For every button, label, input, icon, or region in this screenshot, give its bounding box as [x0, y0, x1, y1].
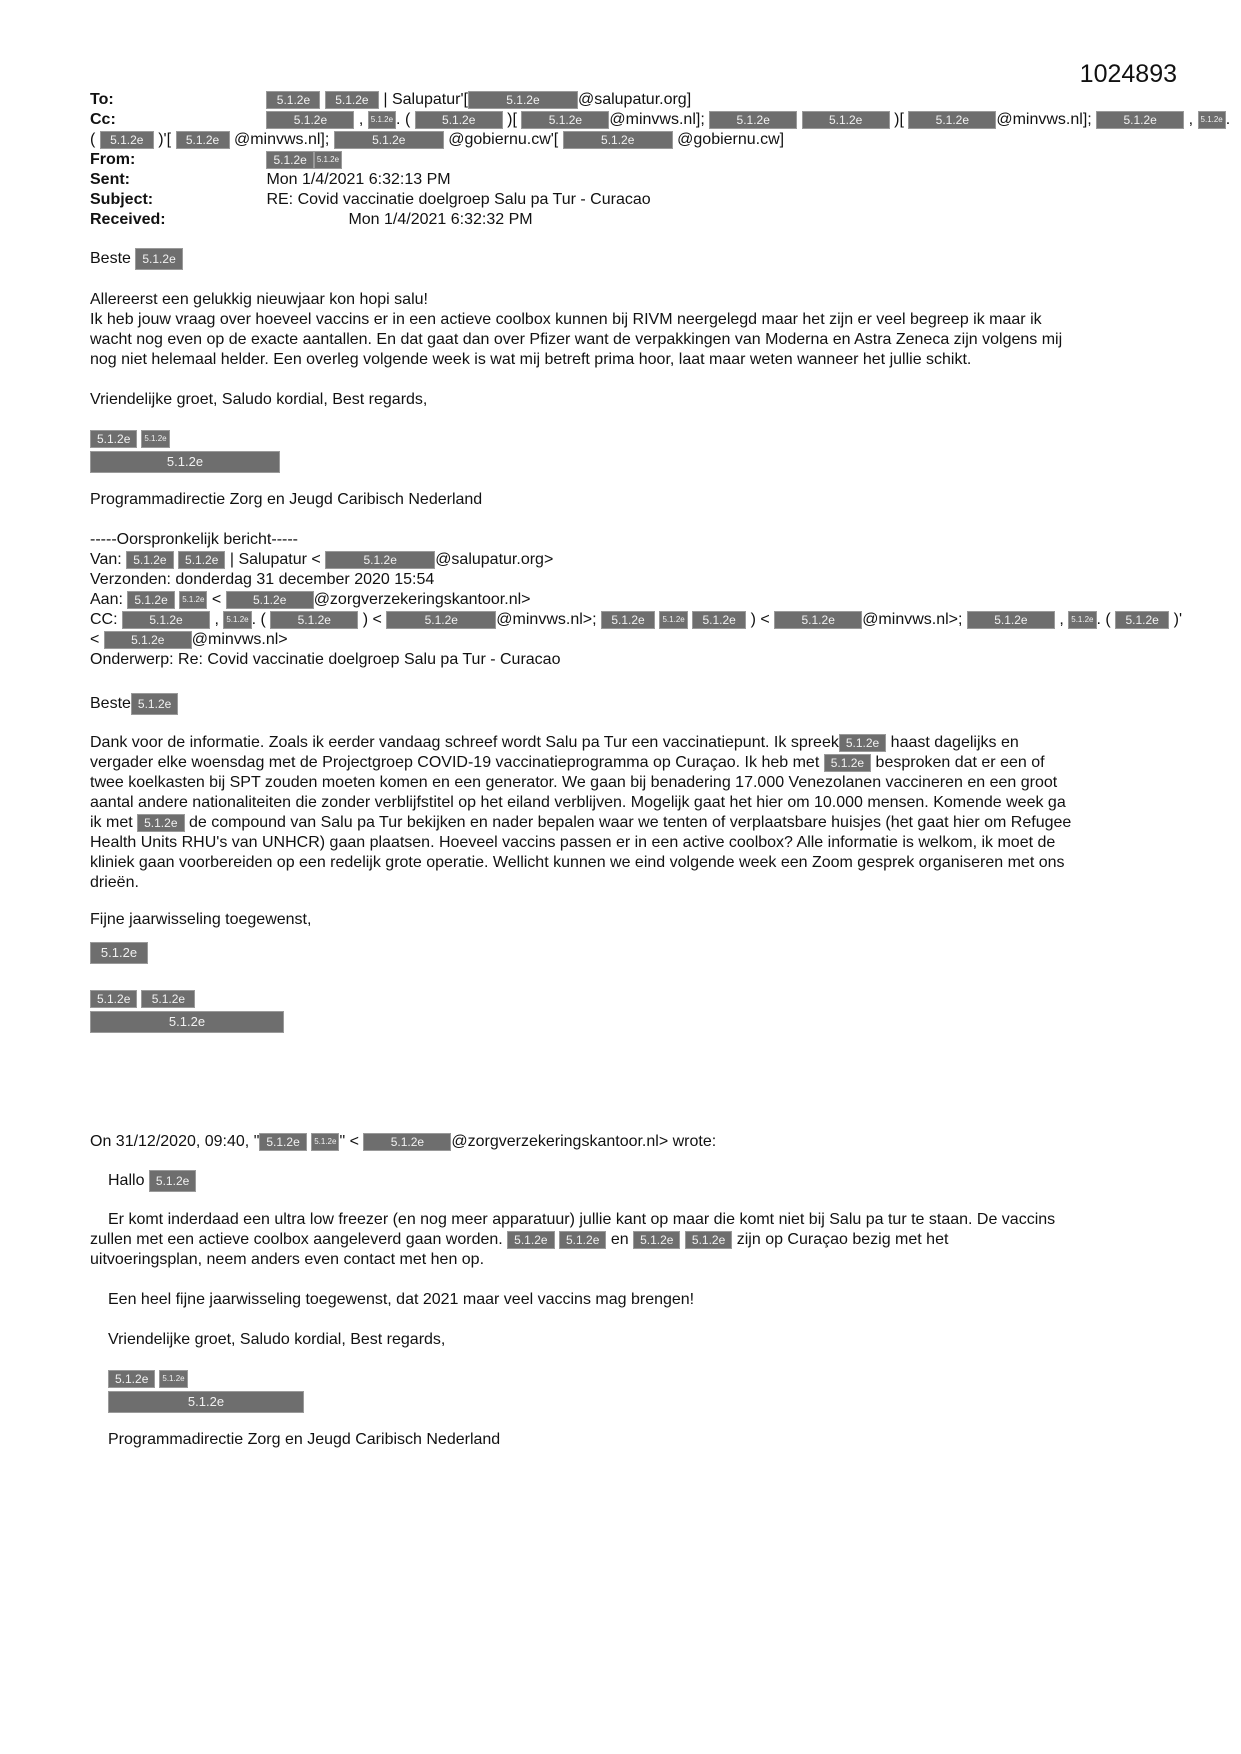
van-text: | Salupatur <: [229, 551, 321, 568]
redaction: 5.1.2e: [90, 990, 137, 1008]
paragraph-line: zijn op Curaçao bezig met het: [736, 1231, 949, 1248]
van-label: Van:: [90, 551, 122, 568]
redaction: 5.1.2e: [141, 990, 195, 1008]
paragraph-line: besproken dat er een of: [875, 754, 1045, 771]
from-label: From:: [90, 151, 136, 168]
redaction: 5.1.2e: [1068, 611, 1096, 629]
quote-intro: On 31/12/2020, 09:40, ": [90, 1133, 260, 1150]
original-greeting: [90, 693, 1165, 715]
paragraph-line: Dank voor de informatie. Zoals ik eerder vandaag schreef wordt Salu pa Tur een vaccinatiepunt. Ik spreek: [90, 734, 839, 751]
received-row: [90, 210, 1170, 230]
cc-gobiernu: @gobiernu.cw]: [677, 131, 785, 148]
cc-line: CC: 5.1.2e , 5.1.2e . ( 5.1.2e ) < 5.1.2e @minvws.nl>; 5.1.2e 5.1.2e 5.1.2e ) < 5.1.2e @minvws.nl>; 5.1.2e , 5.1.2e . ( 5.1.2e )': [90, 611, 1182, 628]
redaction: 5.1.2e: [311, 1133, 339, 1151]
redaction: 5.1.2e: [334, 131, 444, 149]
redaction: 5.1.2e: [368, 111, 396, 129]
cc-row-cont: ( 5.1.2e )'[ 5.1.2e @minvws.nl]; 5.1.2e @gobiernu.cw'[ 5.1.2e @gobiernu.cw]: [90, 131, 785, 148]
message-body: [90, 290, 1165, 370]
quoted-organization: Programmadirectie Zorg en Jeugd Caribisch Nederland: [108, 1431, 501, 1448]
separator: -----Oorspronkelijk bericht-----: [90, 531, 299, 548]
from-row: [90, 150, 1170, 170]
redaction: 5.1.2e: [266, 111, 354, 129]
redaction: 5.1.2e: [266, 91, 320, 109]
paragraph-line: Er komt inderdaad een ultra low freezer (en nog meer apparatuur) jullie kant op maar die komt niet bij Salu pa tur te staan. De vaccins: [108, 1211, 1056, 1228]
redaction: 5.1.2e: [325, 551, 435, 569]
redaction: 5.1.2e: [908, 111, 996, 129]
subject-label: Subject:: [90, 191, 154, 208]
redaction: 5.1.2e: [601, 611, 655, 629]
signature-block: [90, 990, 284, 1037]
paragraph-line: ik met: [90, 814, 133, 831]
aan-domain: @zorgverzekeringskantoor.nl>: [313, 591, 531, 608]
redaction: 5.1.2e: [415, 111, 503, 129]
redaction: 5.1.2e: [563, 131, 673, 149]
cc-minvws: @minvws.nl];: [233, 131, 330, 148]
redaction: 5.1.2e: [967, 611, 1055, 629]
paragraph-line: kliniek gaan voorbereiden op een redelijk grote operatie. Wellicht kunnen we eind volgende week een Zoom gesprek organiseren met ons: [90, 854, 1065, 871]
paragraph-line: drieën.: [90, 874, 139, 891]
redaction: 5.1.2e: [692, 611, 746, 629]
cc-minvws: @minvws.nl>;: [862, 611, 963, 628]
paragraph-line: en: [610, 1231, 629, 1248]
paragraph-line: twee koelkasten bij SPT zouden moeten komen en een generator. We gaan bij benadering 17.000 Venezolanen vaccineren en een groot: [90, 774, 1058, 791]
quoted-greeting: [108, 1170, 1163, 1192]
redaction: 5.1.2e: [90, 1011, 284, 1033]
aan-label: Aan:: [90, 591, 123, 608]
redaction: 5.1.2e: [1198, 111, 1226, 129]
document-number: 1024893: [1079, 60, 1177, 88]
paragraph-line: nog niet helemaal helder. Een overleg volgende week is wat mij betreft prima hoor, laat maar weten wanneer het jullie schikt.: [90, 351, 972, 368]
closing: Fijne jaarwisseling toegewenst,: [90, 911, 312, 928]
paragraph-line: de compound van Salu pa Tur bekijken en nader bepalen waar we tenten of verplaatsbare huisjes (het gaat hier om Refugee: [188, 814, 1072, 831]
redaction: 5.1.2e: [226, 591, 314, 609]
redaction: 5.1.2e: [468, 91, 578, 109]
redaction: 5.1.2e: [386, 611, 496, 629]
original-message-header: [90, 530, 1182, 670]
received-value: Mon 1/4/2021 6:32:32 PM: [348, 211, 533, 228]
cc-minvws: @minvws.nl];: [609, 111, 705, 128]
cc-label: CC:: [90, 611, 118, 628]
redaction: 5.1.2e: [1096, 111, 1184, 129]
email-header: [90, 90, 1231, 230]
redaction: 5.1.2e: [824, 754, 871, 772]
cc-minvws: @minvws.nl>: [191, 631, 288, 648]
sent-label: Sent:: [90, 171, 130, 188]
quote-intro: @zorgverzekeringskantoor.nl> wrote:: [451, 1133, 717, 1150]
to-row: [90, 90, 1170, 110]
redaction: 5.1.2e: [90, 451, 280, 473]
redaction: 5.1.2e: [266, 151, 313, 169]
redaction: 5.1.2e: [122, 611, 210, 629]
quoted-wish: Een heel fijne jaarwisseling toegewenst, dat 2021 maar veel vaccins mag brengen!: [108, 1291, 695, 1308]
signature-block: [90, 430, 280, 477]
paragraph-line: zullen met een actieve coolbox aangeleverd gaan worden.: [90, 1231, 503, 1248]
redaction: 5.1.2e: [709, 111, 797, 129]
redaction: 5.1.2e: [131, 693, 178, 715]
cc-label: Cc:: [90, 111, 116, 128]
greeting-word: Hallo: [108, 1172, 145, 1190]
redaction: 5.1.2e: [127, 591, 174, 609]
redaction: 5.1.2e: [559, 1231, 606, 1249]
quoted-header: [90, 1132, 1165, 1152]
redaction: 5.1.2e: [363, 1133, 451, 1151]
received-label: Received:: [90, 211, 166, 228]
redaction: 5.1.2e: [178, 551, 225, 569]
redaction: 5.1.2e: [314, 151, 342, 169]
onderwerp-line: Onderwerp: Re: Covid vaccinatie doelgroep Salu pa Tur - Curacao: [90, 651, 561, 668]
original-body: [90, 733, 1165, 893]
quoted-closing: Vriendelijke groet, Saludo kordial, Best regards,: [108, 1331, 446, 1348]
verzonden-line: Verzonden: donderdag 31 december 2020 15:54: [90, 571, 435, 588]
redaction: 5.1.2e: [259, 1133, 306, 1151]
paragraph-line: wacht nog even op de exacte aantallen. En dat gaat dan over Pfizer want de verpakkingen van Moderna en Astra Zeneca zijn volgens mij: [90, 331, 1063, 348]
redaction: 5.1.2e: [135, 248, 182, 270]
redaction: 5.1.2e: [141, 430, 169, 448]
quote-intro: " <: [339, 1133, 359, 1150]
redaction: 5.1.2e: [126, 551, 173, 569]
redaction: 5.1.2e: [100, 131, 154, 149]
sent-value: Mon 1/4/2021 6:32:13 PM: [266, 171, 451, 188]
greeting: [90, 248, 1165, 270]
redaction: 5.1.2e: [223, 611, 251, 629]
van-line: [90, 550, 1165, 570]
closing: Vriendelijke groet, Saludo kordial, Best regards,: [90, 391, 428, 408]
van-domain: @salupatur.org>: [435, 551, 554, 568]
aan-line: Aan: 5.1.2e 5.1.2e < 5.1.2e @zorgverzekeringskantoor.nl>: [90, 591, 531, 608]
paragraph-line: Allereerst een gelukkig nieuwjaar kon hopi salu!: [90, 291, 428, 308]
cc-minvws: @minvws.nl>;: [496, 611, 597, 628]
paragraph-line: aantal andere nationaliteiten die zonder verblijfstitel op het eiland verblijven. Mogelijk gaat het hier om 10.000 mensen. Komende week ga: [90, 794, 1066, 811]
cc-line-cont: < 5.1.2e @minvws.nl>: [90, 631, 288, 648]
redaction: 5.1.2e: [521, 111, 609, 129]
sent-row: [90, 170, 1170, 190]
redaction: 5.1.2e: [270, 611, 358, 629]
paragraph-line: Health Units RHU's van UNHCR) gaan plaatsen. Hoeveel vaccins passen er in een active coolbox? Alle informatie is welkom, ik moet de: [90, 834, 1056, 851]
redaction: 5.1.2e: [325, 91, 379, 109]
redaction: 5.1.2e: [802, 111, 890, 129]
subject-row: [90, 190, 1170, 210]
redaction: 5.1.2e: [633, 1231, 680, 1249]
greeting-word: Beste: [90, 250, 131, 268]
redaction: 5.1.2e: [685, 1231, 732, 1249]
signature-block: [108, 1370, 304, 1417]
redaction: 5.1.2e: [507, 1231, 554, 1249]
redaction: 5.1.2e: [90, 430, 137, 448]
redaction: 5.1.2e: [159, 1370, 187, 1388]
redaction: 5.1.2e: [839, 734, 886, 752]
subject-value: RE: Covid vaccinatie doelgroep Salu pa Tur - Curacao: [266, 191, 651, 208]
paragraph-line: uitvoeringsplan, neem anders even contact met hen op.: [90, 1251, 485, 1268]
redaction: 5.1.2e: [108, 1391, 304, 1413]
to-domain: @salupatur.org]: [577, 91, 692, 108]
paragraph-line: haast dagelijks en: [890, 734, 1019, 751]
redaction: 5.1.2e: [149, 1170, 196, 1192]
to-label: To:: [90, 91, 114, 108]
redaction: 5.1.2e: [179, 591, 207, 609]
to-text: | Salupatur'[: [383, 91, 468, 108]
cc-row: Cc: 5.1.2e , 5.1.2e . ( 5.1.2e )[ 5.1.2e @minvws.nl]; 5.1.2e 5.1.2e )[ 5.1.2e @minvws.nl]; 5.1.2e , 5.1.2e .: [90, 111, 1231, 128]
organization: Programmadirectie Zorg en Jeugd Caribisch Nederland: [90, 491, 483, 508]
redaction: 5.1.2e: [137, 814, 184, 832]
signature-block: [90, 942, 148, 968]
redaction: 5.1.2e: [108, 1370, 155, 1388]
greeting-word: Beste: [90, 695, 131, 713]
redaction: 5.1.2e: [90, 942, 148, 964]
redaction: 5.1.2e: [659, 611, 687, 629]
redaction: 5.1.2e: [176, 131, 230, 149]
redaction: 5.1.2e: [1115, 611, 1169, 629]
cc-minvws: @minvws.nl];: [996, 111, 1092, 128]
paragraph-line: vergader elke woensdag met de Projectgroep COVID-19 vaccinatieprogramma op Curaçao. Ik heb met: [90, 754, 820, 771]
quoted-body: [90, 1210, 1165, 1270]
cc-gobiernu: @gobiernu.cw'[: [448, 131, 559, 148]
redaction: 5.1.2e: [104, 631, 192, 649]
redaction: 5.1.2e: [774, 611, 862, 629]
paragraph-line: Ik heb jouw vraag over hoeveel vaccins er in een actieve coolbox kunnen bij RIVM neergelegd maar het zijn er veel begreep ik maar ik: [90, 311, 1042, 328]
